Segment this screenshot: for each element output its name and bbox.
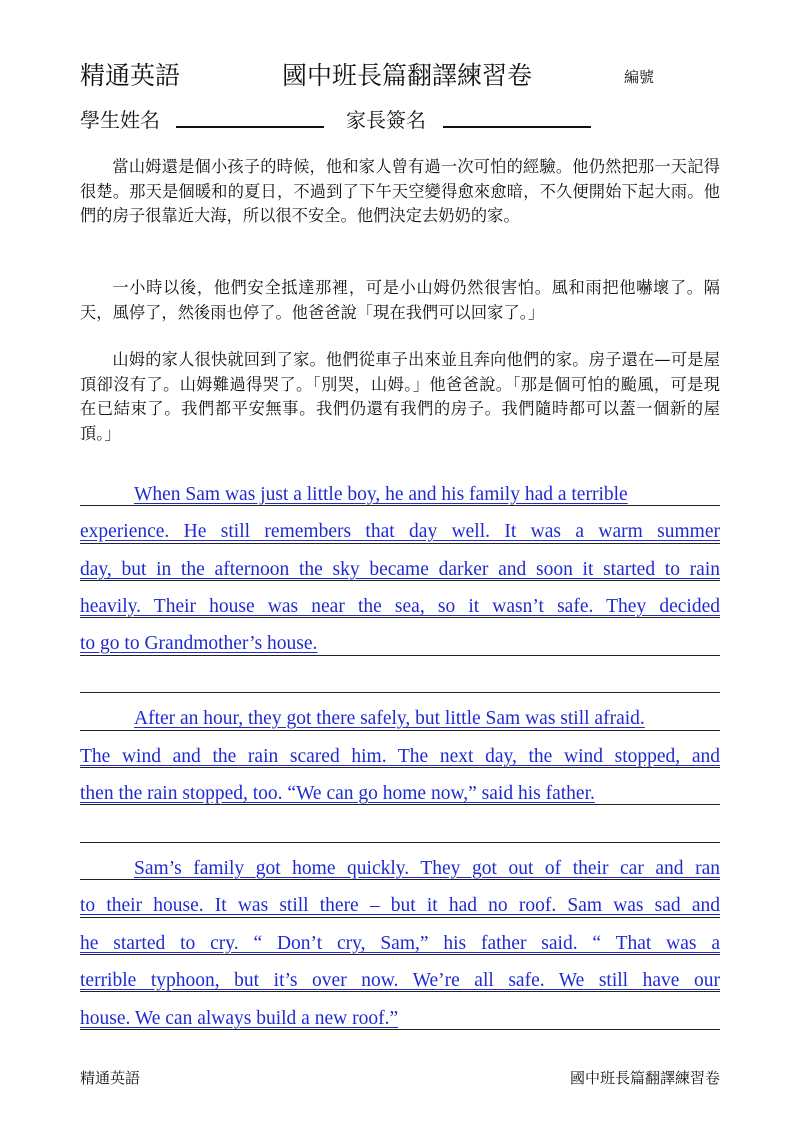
writing-line — [80, 655, 720, 656]
code-label: 編號 — [624, 68, 655, 86]
writing-line — [80, 917, 720, 918]
english-line: terrible typhoon, but it’s over now. We’re all safe. We still have our — [80, 970, 720, 991]
chinese-paragraph-1: 當山姆還是個小孩子的時候，他和家人曾有過一次可怕的經驗。他仍然把那一天記得很楚。那天是個暖和的夏日，不過到了下午天空變得愈來愈暗，不久便開始下起大雨。他們的房子很靠近大海，所以很不安全。他們決定去奶奶的家。 — [80, 157, 720, 225]
english-line: experience. He still remembers that day well. It was a warm summer — [80, 521, 720, 542]
english-line: house. We can always build a new roof.” — [80, 1008, 399, 1029]
writing-line — [80, 692, 720, 693]
footer-title: 國中班長篇翻譯練習卷 — [569, 1069, 720, 1087]
writing-line — [80, 543, 720, 544]
english-line: to go to Grandmother’s house. — [80, 633, 318, 654]
worksheet-title: 國中班長篇翻譯練習卷 — [282, 61, 533, 90]
chinese-paragraph-2: 一小時以後，他們安全抵達那裡，可是小山姆仍然很害怕。風和雨把他嚇壞了。隔天，風停了，然後雨也停了。他爸爸說「現在我們可以回家了。」 — [80, 278, 720, 322]
parent-signature-field[interactable] — [443, 126, 591, 128]
english-line: day, but in the afternoon the sky became darker and soon it started to rain — [80, 559, 720, 580]
english-line: When Sam was just a little boy, he and his family had a terrible — [134, 484, 628, 505]
brand-title: 精通英語 — [80, 61, 181, 90]
english-line: The wind and the rain scared him. The next day, the wind stopped, and — [80, 746, 720, 767]
student-name-field[interactable] — [176, 126, 324, 128]
chinese-paragraph-3: 山姆的家人很快就回到了家。他們從車子出來並且奔向他們的家。房子還在—可是屋頂卻沒有了。山姆難過得哭了。「別哭，山姆。」他爸爸說。「那是個可怕的颱風，可是現在已結束了。我們都平安無事。我們仍還有我們的房子。我們隨時都可以蓋一個新的屋頂。」 — [80, 350, 720, 443]
parent-signature-label: 家長簽名 — [346, 108, 426, 132]
footer-brand: 精通英語 — [80, 1069, 141, 1087]
english-line: then the rain stopped, too. “We can go home now,” said his father. — [80, 783, 595, 804]
writing-line — [80, 730, 720, 731]
student-name-label: 學生姓名 — [80, 108, 160, 132]
english-line: to their house. It was still there – but it had no roof. Sam was sad and — [80, 895, 720, 916]
english-line: After an hour, they got there safely, but little Sam was still afraid. — [134, 708, 645, 729]
english-line: heavily. Their house was near the sea, so it wasn’t safe. They decided — [80, 596, 720, 617]
writing-line — [80, 842, 720, 843]
english-line: he started to cry. “ Don’t cry, Sam,” his father said. “ That was a — [80, 933, 720, 954]
english-line: Sam’s family got home quickly. They got out of their car and ran — [134, 858, 720, 879]
